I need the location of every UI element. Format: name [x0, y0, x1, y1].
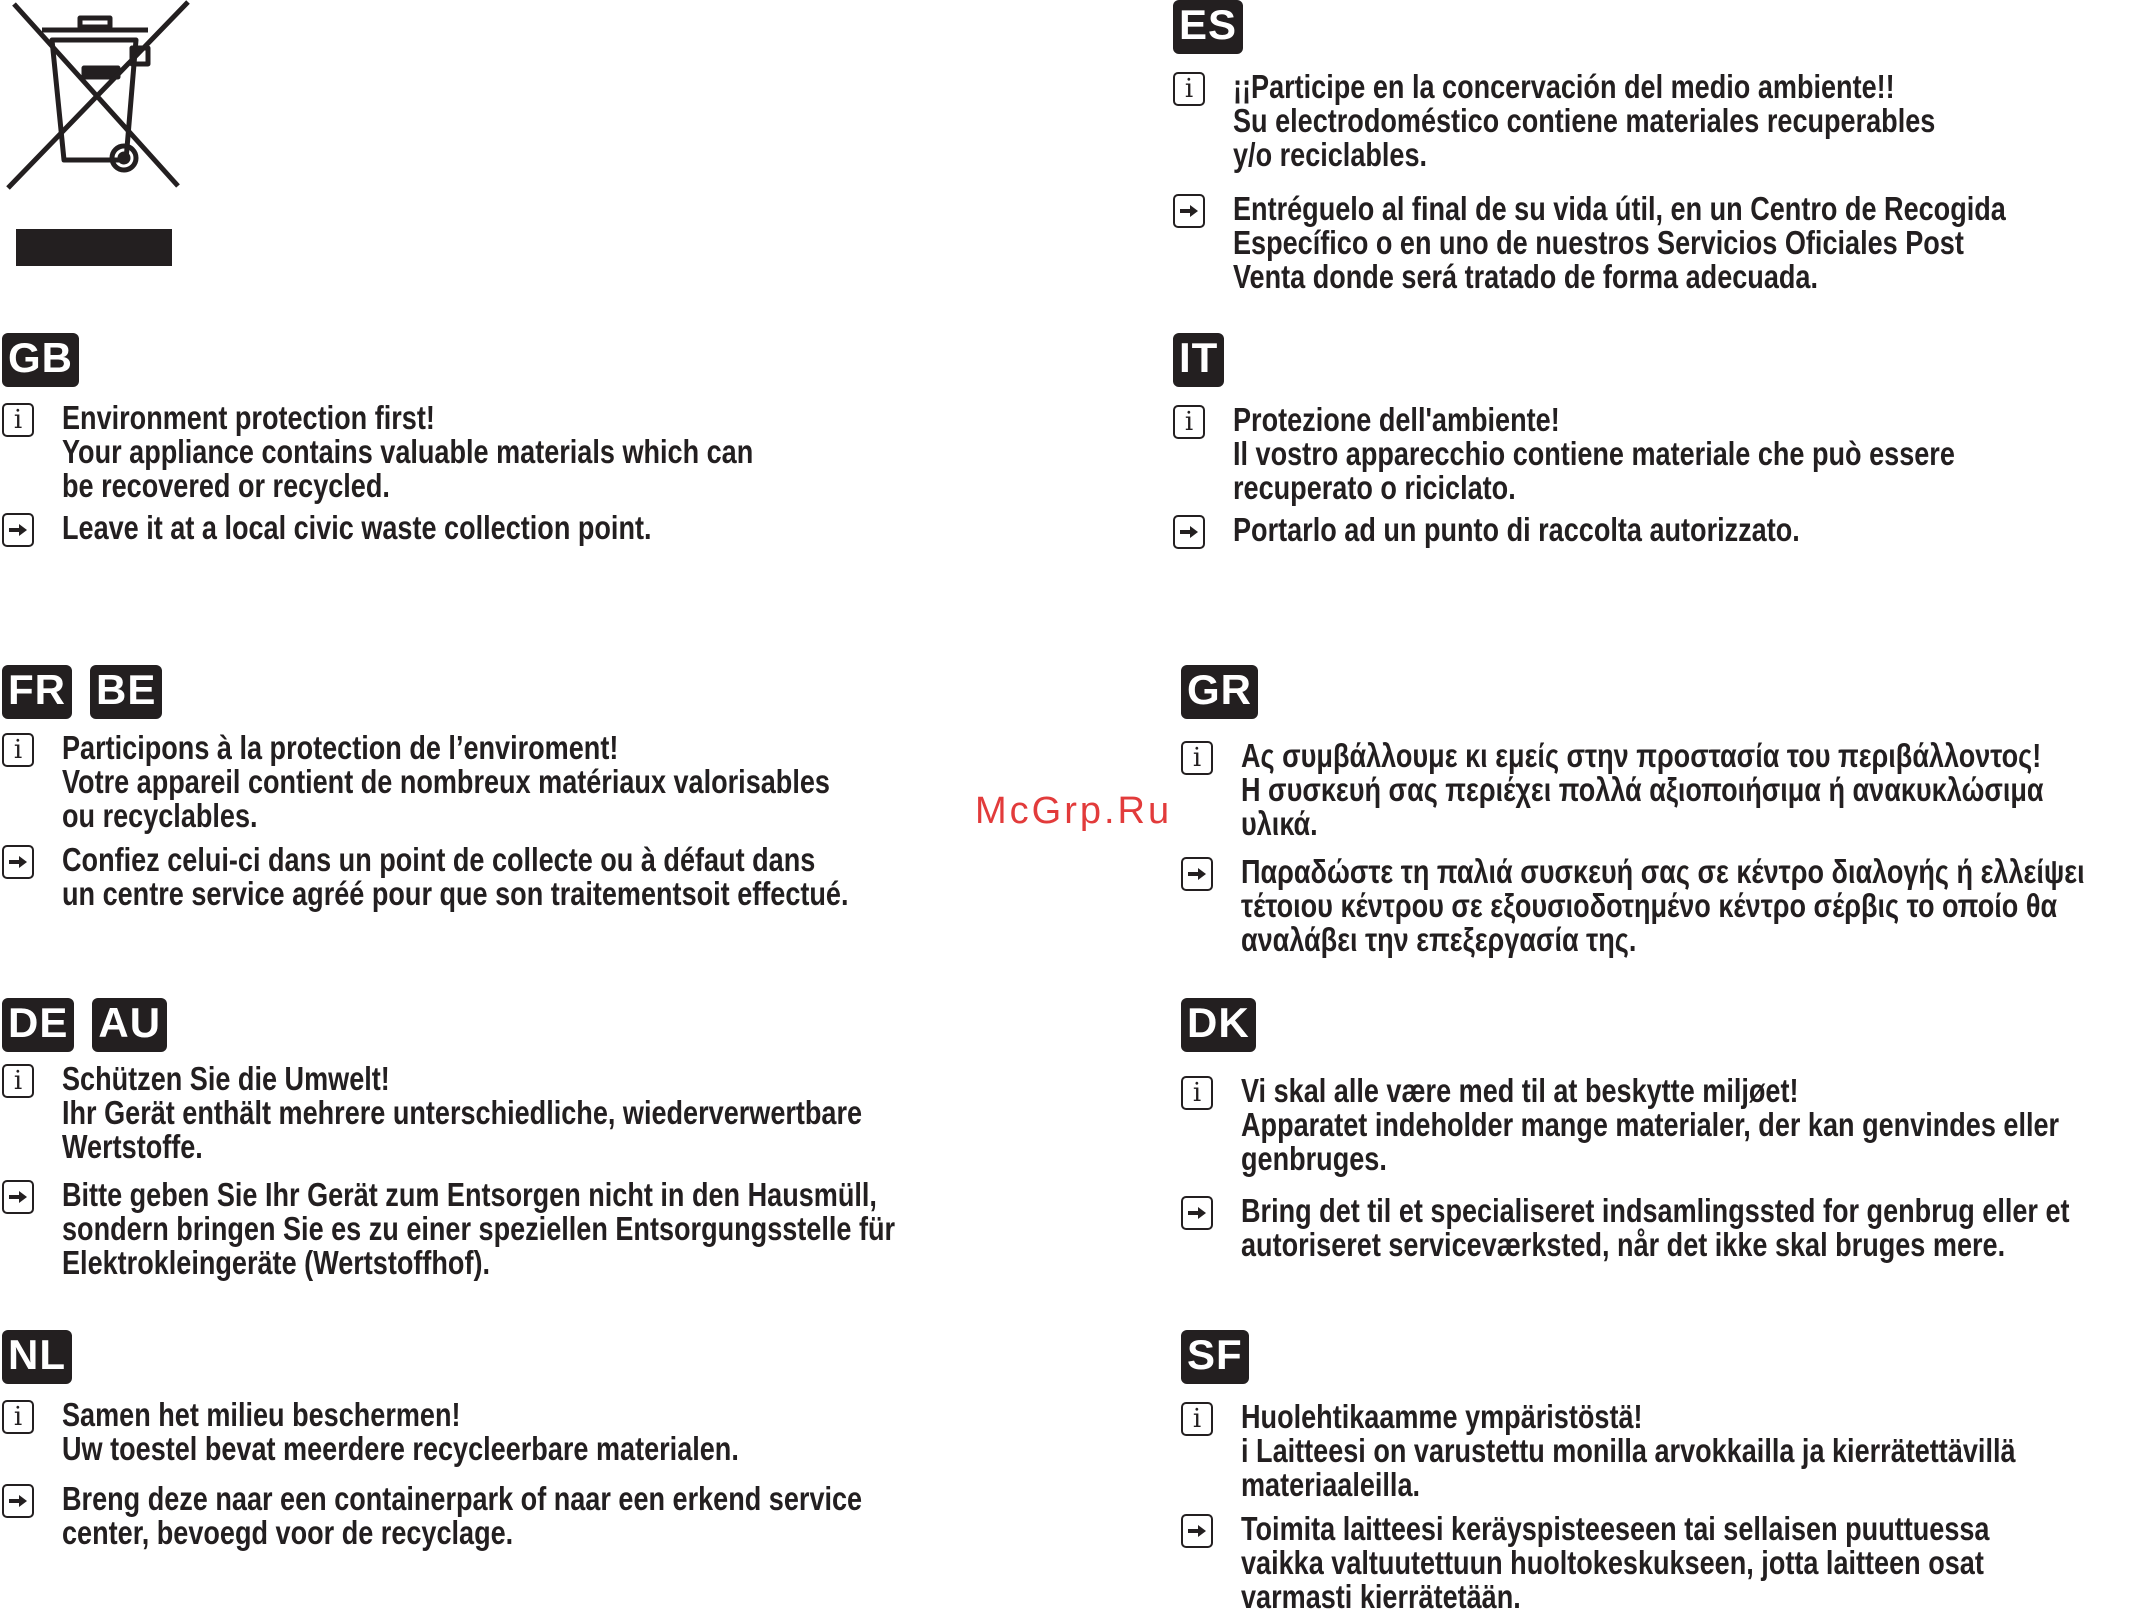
text-line: Ας συμβάλλουμε κι εμείς στην προστασία του περιβάλλοντος! — [1241, 737, 2042, 774]
section-gb — [2, 333, 905, 545]
info-icon: i — [2, 403, 34, 437]
text-line: Vi skal alle være med til at beskytte miljøet! — [1241, 1072, 1799, 1109]
text-line: Wertstoffe. — [62, 1128, 203, 1165]
info-item — [2, 1062, 1078, 1164]
arrow-right-icon — [2, 845, 34, 879]
language-badge: SF — [1181, 1330, 1249, 1384]
text-line: sondern bringen Sie es zu einer speziellen Entsorgungsstelle für — [62, 1210, 896, 1247]
text-line: y/o reciclables. — [1233, 136, 1428, 173]
section-dk — [1181, 998, 2138, 1262]
text-line: Samen het milieu beschermen! — [62, 1396, 461, 1433]
language-badge: GB — [2, 333, 79, 387]
arrow-right-icon — [1173, 194, 1205, 228]
text-line: Leave it at a local civic waste collection point. — [62, 509, 652, 546]
text-line: ¡¡Participe en la concervación del medio ambiente!! — [1233, 68, 1895, 105]
text-line: vaikka valtuutettuun huoltokeskukseen, jotta laitteen osat — [1241, 1544, 1984, 1581]
action-item — [2, 511, 905, 545]
text-line: recuperato o riciclato. — [1233, 469, 1516, 506]
section-sf — [1181, 1330, 2138, 1614]
text-line: Environment protection first! — [62, 399, 435, 436]
info-icon: i — [2, 733, 34, 767]
text-line: varmasti kierrätetään. — [1241, 1578, 1521, 1615]
info-item — [1181, 1074, 2138, 1176]
action-item — [1181, 1512, 2138, 1614]
text-line: Específico o en uno de nuestros Servicios Oficiales Post — [1233, 224, 1964, 261]
text-line: Votre appareil contient de nombreux matériaux valorisables — [62, 763, 830, 800]
text-line: ou recyclables. — [62, 797, 258, 834]
text-line: Participons à la protection de l’enviroment! — [62, 729, 619, 766]
arrow-right-icon — [2, 1484, 34, 1518]
section-it — [1173, 333, 2113, 547]
action-item — [1181, 1194, 2138, 1262]
action-item — [2, 1178, 1078, 1280]
language-badge: GR — [1181, 665, 1258, 719]
action-item — [2, 1482, 1038, 1550]
text-line: Schützen Sie die Umwelt! — [62, 1060, 390, 1097]
text-line: genbruges. — [1241, 1140, 1387, 1177]
text-line: τέτοιου κέντρου σε εξουσιοδοτημένο κέντρο σέρβις το οποίο θα — [1241, 887, 2058, 924]
info-item — [1181, 1400, 2138, 1502]
info-item — [2, 731, 1021, 833]
language-badge: BE — [90, 665, 162, 719]
weee-bin-icon — [0, 0, 190, 190]
arrow-right-icon — [1181, 857, 1213, 891]
arrow-right-icon — [1181, 1196, 1213, 1230]
text-line: Bring det til et specialiseret indsamlingssted for genbrug eller et — [1241, 1192, 2070, 1229]
language-badge: IT — [1173, 333, 1224, 387]
text-line: Portarlo ad un punto di raccolta autorizzato. — [1233, 511, 1800, 548]
text-line: υλικά. — [1241, 805, 1318, 842]
text-line: Su electrodoméstico contiene materiales recuperables — [1233, 102, 1936, 139]
text-line: Apparatet indeholder mange materialer, der kan genvindes eller — [1241, 1106, 2060, 1143]
language-badge: AU — [92, 998, 167, 1052]
text-line: Breng deze naar een containerpark of naar een erkend service — [62, 1480, 863, 1517]
language-badge: NL — [2, 1330, 72, 1384]
action-item — [1173, 513, 2113, 547]
info-icon: i — [1181, 1076, 1213, 1110]
section-es — [1173, 0, 2138, 294]
text-line: un centre service agréé pour que son traitementsoit effectué. — [62, 875, 849, 912]
text-line: center, bevoegd voor de recyclage. — [62, 1514, 514, 1551]
text-line: Confiez celui-ci dans un point de collecte ou à défaut dans — [62, 841, 816, 878]
action-item — [2, 843, 1021, 911]
info-icon: i — [2, 1400, 34, 1434]
info-item — [1181, 739, 2138, 841]
text-line: αναλάβει την επεξεργασία της. — [1241, 921, 1637, 958]
info-icon: i — [1173, 72, 1205, 106]
text-line: Protezione dell'ambiente! — [1233, 401, 1560, 438]
text-line: Bitte geben Sie Ihr Gerät zum Entsorgen nicht in den Hausmüll, — [62, 1176, 877, 1213]
section-fr-be — [2, 665, 1021, 911]
section-nl — [2, 1330, 1038, 1550]
text-line: i Laitteesi on varustettu monilla arvokkailla ja kierrätettävillä — [1241, 1432, 2016, 1469]
section-gr — [1181, 665, 2138, 957]
info-icon: i — [1181, 1402, 1213, 1436]
text-line: Toimita laitteesi keräyspisteeseen tai sellaisen puuttuessa — [1241, 1510, 1990, 1547]
text-line: Entréguelo al final de su vida útil, en un Centro de Recogida — [1233, 190, 2006, 227]
info-icon: i — [1173, 405, 1205, 439]
text-line: Elektrokleingeräte (Wertstoffhof). — [62, 1244, 491, 1281]
text-line: Uw toestel bevat meerdere recycleerbare materialen. — [62, 1430, 739, 1467]
language-badge: DE — [2, 998, 74, 1052]
text-line: Your appliance contains valuable materials which can — [62, 433, 754, 470]
language-badge: FR — [2, 665, 72, 719]
arrow-right-icon — [2, 513, 34, 547]
language-badge: ES — [1173, 0, 1243, 54]
info-icon: i — [2, 1064, 34, 1098]
text-line: materiaaleilla. — [1241, 1466, 1421, 1503]
black-bar — [16, 229, 172, 266]
info-item — [2, 401, 905, 503]
section-de-au — [2, 998, 1078, 1280]
info-icon: i — [1181, 741, 1213, 775]
arrow-right-icon — [1181, 1514, 1213, 1548]
text-line: autoriseret serviceværksted, når det ikke skal bruges mere. — [1241, 1226, 2006, 1263]
text-line: Ihr Gerät enthält mehrere unterschiedliche, wiederverwertbare — [62, 1094, 863, 1131]
info-item — [2, 1398, 1038, 1466]
info-item — [1173, 70, 2138, 172]
language-badge: DK — [1181, 998, 1256, 1052]
text-line: Il vostro apparecchio contiene materiale che può essere — [1233, 435, 1955, 472]
arrow-right-icon — [1173, 515, 1205, 549]
text-line: Η συσκευή σας περιέχει πολλά αξιοποιήσιμα ή ανακυκλώσιμα — [1241, 771, 2044, 808]
text-line: be recovered or recycled. — [62, 467, 390, 504]
text-line: Venta donde será tratado de forma adecuada. — [1233, 258, 1818, 295]
watermark: McGrp.Ru — [975, 790, 1173, 832]
info-item — [1173, 403, 2113, 505]
text-line: Παραδώστε τη παλιά συσκευή σας σε κέντρο διαλογής ή ελλείψει — [1241, 853, 2085, 890]
arrow-right-icon — [2, 1180, 34, 1214]
action-item — [1181, 855, 2138, 957]
text-line: Huolehtikaamme ympäristöstä! — [1241, 1398, 1643, 1435]
action-item — [1173, 192, 2138, 294]
